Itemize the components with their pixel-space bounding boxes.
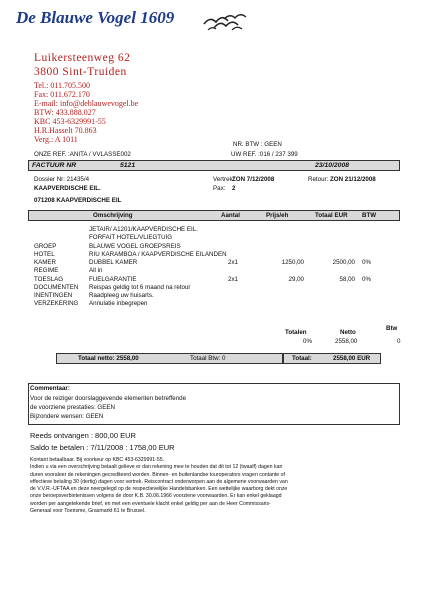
totaal-label: Totaal:	[292, 355, 312, 362]
row-totaal: 2500,00	[332, 259, 355, 266]
totals-rate: 0%	[303, 338, 312, 345]
company-btw: BTW: 433.888.027	[34, 108, 96, 117]
comment-line-3: Bijzondere wensen: GEEN	[30, 413, 104, 420]
condition-line: Kontant betaalbaar. Bij voorkeur op KBC 453-6329991-55.	[30, 457, 165, 463]
row-label: HOTEL	[34, 251, 55, 258]
row-label: VERZEKERING	[34, 300, 79, 307]
header-omschrijving: Omschrijving	[93, 212, 133, 219]
payment-conditions	[30, 457, 400, 515]
condition-line: duren vooraleer de rekeningen gecrediteerd worden. Binnen- en buitenlandse touroperators vragen contante of	[30, 471, 285, 478]
condition-line: effectieve betaling 30 (dertig) dagen voor vertrek. Reiscontract onderworpen aan de algemene voorwaarden van	[30, 478, 288, 485]
row-btw: 0%	[362, 259, 371, 266]
totaal-netto: Totaal netto: 2558,00	[78, 355, 139, 362]
condition-line: Generaal voor Toerisme, Grasmarkt 61 te Brussel.	[30, 508, 146, 515]
comment-title: Commentaar:	[30, 385, 70, 392]
comment-line-1: Voor de reiziger doorslaggevende elementen betreffende	[30, 395, 187, 402]
totals-netto: 2558,00	[335, 338, 358, 345]
factuur-number: 5121	[120, 161, 136, 169]
invoice-date: 23/10/2008	[315, 161, 350, 169]
header-prijs: Prijs/eh	[266, 212, 289, 219]
condition-line: onze beroepsverbintenissen volgens de door K.B. 30.06.1966 voorziene voorwaarden. Er kan enkel geklaagd	[30, 493, 282, 500]
company-fax: Fax: 011.672.170	[34, 90, 90, 99]
row-description: Reispas geldig tot 6 maand na retour	[89, 284, 191, 291]
condition-line: worden per aangetekende brief, en met een eventuele klacht enkel geldig per aan de Heer Commissaris-	[30, 500, 271, 507]
company-hr: H.R.Hasselt 70.863	[34, 126, 97, 135]
header-btw: BTW	[362, 212, 377, 219]
row-aantal: 2x1	[228, 259, 238, 266]
row-label: INENTINGEN	[34, 292, 73, 299]
row-description: DUBBEL KAMER	[89, 259, 138, 266]
condition-line: de V.V.R.-UFTAA en deze neergelegd op de respectievelijke Handelsbanken. Een wettelijke waarborg dekt onze	[30, 486, 288, 493]
trip-code: 071208 KAAPVERDISCHE EIL	[34, 197, 122, 204]
vertrek-label: Vertrek:	[213, 176, 235, 183]
destination: KAAPVERDISCHE EIL.	[34, 185, 101, 192]
pax-value: 2	[232, 185, 236, 192]
row-description: Annulatie inbegrepen	[89, 300, 148, 307]
factuur-label: FACTUUR NR	[32, 161, 77, 169]
totals-btw: 0	[397, 338, 401, 345]
vertrek-value: ZON 7/12/2008	[232, 176, 275, 183]
row-description: FUELGARANTIE	[89, 276, 137, 283]
row-description: All in	[89, 267, 103, 274]
condition-line: Indien u via een overschrijving betaalt gelieve er dan rekening mee te houden dat dit tot 12 (twaalf) dagen kan	[30, 464, 283, 471]
retour-label: Retour:	[308, 176, 329, 183]
row-label: TOESLAG	[34, 276, 64, 283]
row-prijs: 1250,00	[281, 259, 304, 266]
row-prijs: 29,00	[288, 276, 304, 283]
row-label: REGIME	[34, 267, 59, 274]
company-kbc: KBC 453-6329991-55	[34, 117, 106, 126]
company-logo	[16, 8, 246, 38]
grand-total: 2558,00 EUR	[333, 355, 371, 362]
header-totaal: Totaal EUR	[315, 212, 348, 219]
row-btw: 0%	[362, 276, 371, 283]
company-street: Luikersteenweg 62	[34, 52, 131, 64]
retour-value: ZON 21/12/2008	[330, 176, 376, 183]
row-label: DOCUMENTEN	[34, 284, 79, 291]
intro-line-2: FORFAIT HOTEL/VLIEGTUIG	[89, 234, 173, 241]
balance-due: Saldo te betalen : 7/11/2008 : 1758,00 EUR	[30, 443, 175, 452]
onze-ref: ONZE REF. :ANITA / VVLASSE002	[34, 151, 131, 158]
row-aantal: 2x1	[228, 276, 238, 283]
company-verg: Verg.: A 1011	[34, 135, 78, 144]
row-description: Raadpleeg uw huisarts.	[89, 292, 154, 299]
netto-label: Netto	[340, 329, 356, 336]
btw-label: Btw	[386, 325, 398, 332]
comment-line-2: de voorziene prestaties: GEEN	[30, 404, 115, 411]
row-description: RIU KARAMBOA / KAAPVERDISCHE EILANDEN	[89, 251, 227, 258]
company-city: 3800 Sint-Truiden	[34, 66, 127, 78]
row-description: BLAUWE VOGEL GROEPSREIS	[89, 243, 181, 250]
pax-label: Pax:	[213, 185, 226, 192]
birds-logo-icon	[202, 10, 248, 34]
totaal-btw: Totaal Btw: 0	[190, 355, 226, 362]
nr-btw: NR. BTW : GEEN	[233, 141, 282, 148]
company-name: De Blauwe Vogel 1609	[16, 8, 175, 27]
row-totaal: 58,00	[339, 276, 355, 283]
company-email: E-mail: info@deblauwevogel.be	[34, 99, 139, 108]
row-label: KAMER	[34, 259, 57, 266]
dossier-number: Dossier Nr: 21435/4	[34, 176, 90, 183]
uw-ref: UW REF. :016 / 237 399	[231, 151, 298, 158]
totalen-label: Totalen	[285, 329, 307, 336]
row-label: GROEP	[34, 243, 57, 250]
header-aantal: Aantal	[221, 212, 240, 219]
intro-line-1: JETAIR/ A1201/KAAPVERDISCHE EIL.	[89, 226, 198, 233]
amount-received: Reeds ontvangen : 800,00 EUR	[30, 431, 136, 440]
company-tel: Tel.: 011.705.500	[34, 81, 91, 90]
